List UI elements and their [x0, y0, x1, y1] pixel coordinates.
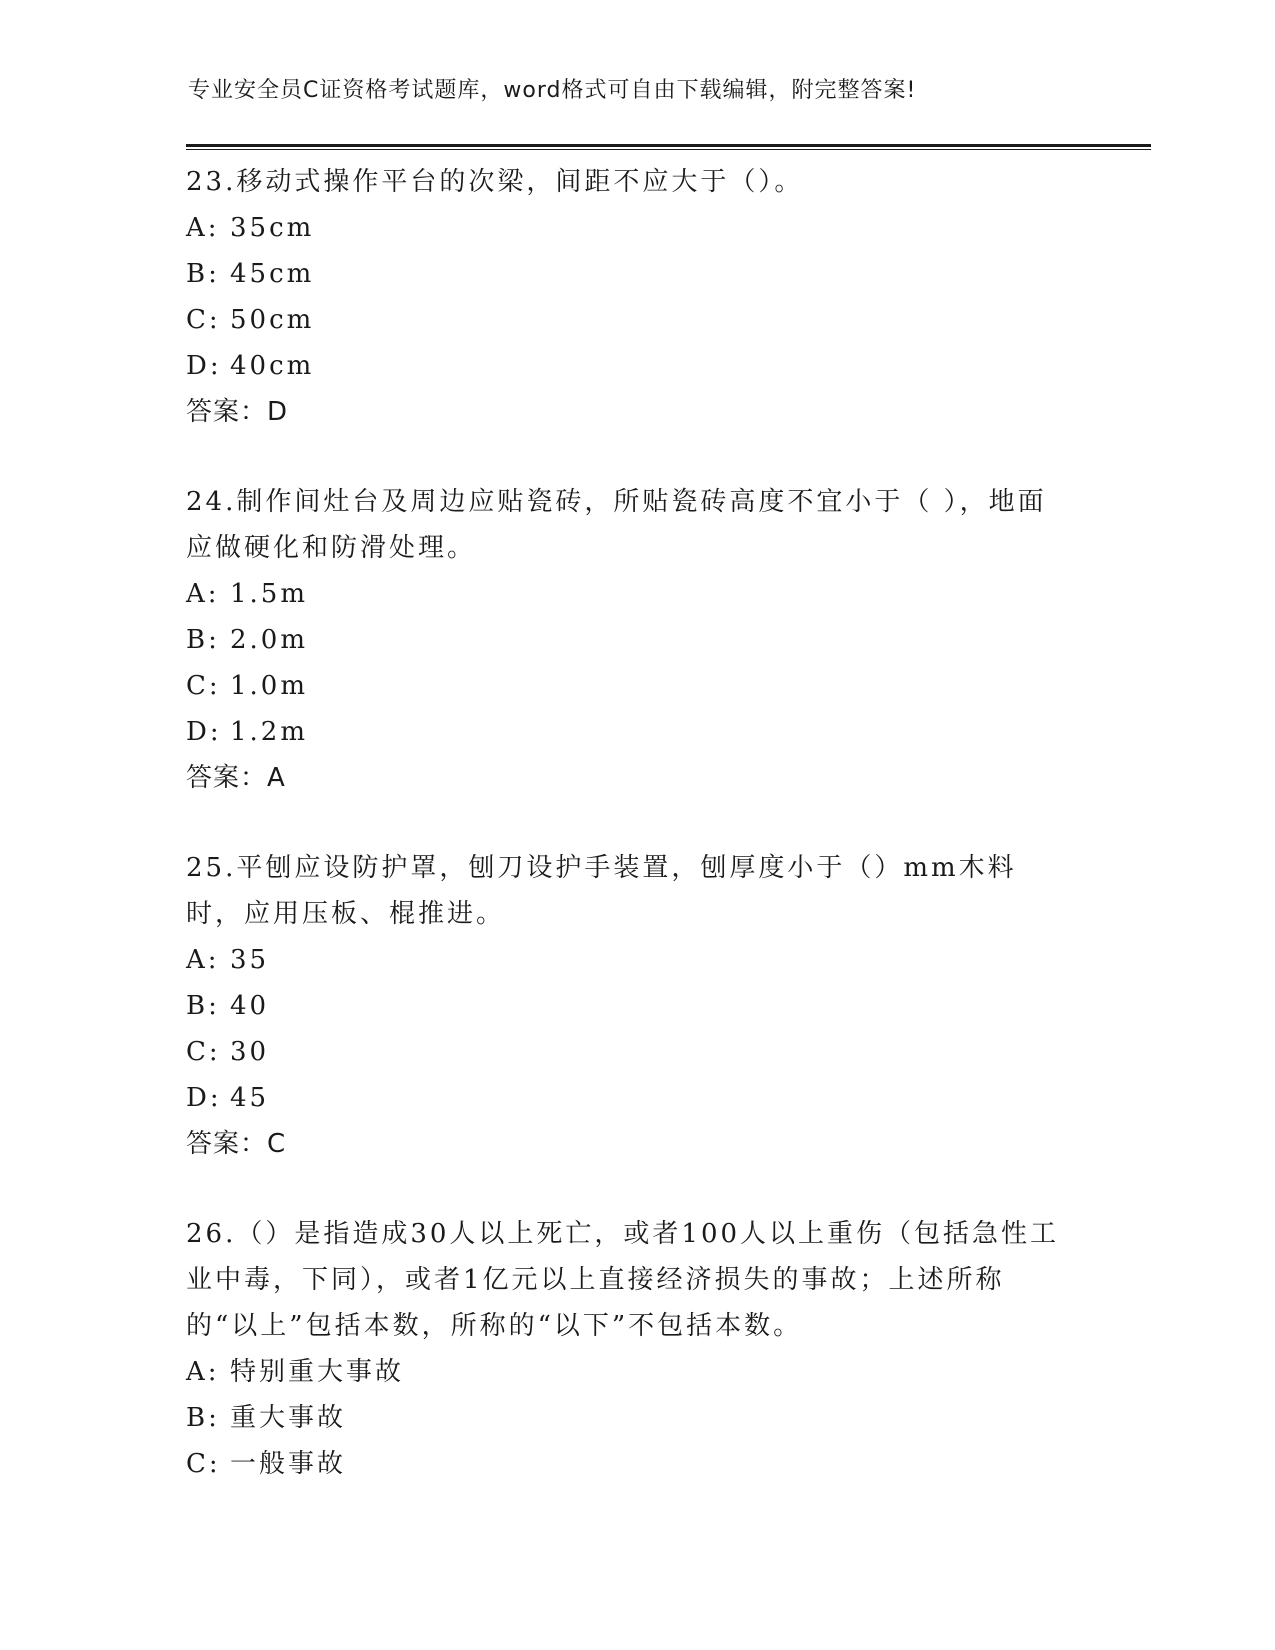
option-a [186, 1349, 1086, 1395]
option-text: 一般事故 [230, 1449, 347, 1479]
header-divider [186, 144, 1151, 150]
option-text: 特别重大事故 [230, 1357, 405, 1387]
option-label: D: [186, 351, 222, 381]
answer-line: 答案：D [186, 397, 289, 427]
option-label: A: [186, 945, 220, 975]
option-c [186, 297, 1086, 343]
option-label: A: [186, 579, 220, 609]
option-label: A: [186, 213, 220, 243]
option-d [186, 1075, 1086, 1121]
option-b [186, 617, 1086, 663]
option-text: 45cm [230, 259, 315, 289]
option-label: B: [186, 991, 220, 1021]
option-text: 35 [230, 945, 270, 975]
option-label: B: [186, 1403, 220, 1433]
option-b [186, 251, 1086, 297]
option-d [186, 709, 1086, 755]
option-c [186, 1441, 1086, 1487]
question-text: 23.移动式操作平台的次梁，间距不应大于（）。 [186, 167, 804, 197]
option-label: C: [186, 1449, 221, 1479]
option-label: C: [186, 1037, 221, 1067]
option-text: 1.0m [230, 671, 309, 701]
option-text: 30 [230, 1037, 270, 1067]
question-list [186, 159, 1086, 1531]
question-25 [186, 845, 1086, 1167]
option-a [186, 205, 1086, 251]
option-label: C: [186, 305, 221, 335]
answer-line: 答案：C [186, 1129, 287, 1159]
question-26 [186, 1211, 1086, 1487]
option-label: B: [186, 625, 220, 655]
question-text: 25.平刨应设防护罩，刨刀设护手装置，刨厚度小于（）mm木料时，应用压板、棍推进。 [186, 853, 1017, 929]
option-text: 50cm [230, 305, 315, 335]
option-label: B: [186, 259, 220, 289]
option-b [186, 1395, 1086, 1441]
option-label: D: [186, 717, 222, 747]
option-text: 1.5m [230, 579, 309, 609]
option-text: 40 [230, 991, 270, 1021]
option-text: 45 [230, 1083, 270, 1113]
option-b [186, 983, 1086, 1029]
question-23 [186, 159, 1086, 435]
page-header: 专业安全员C证资格考试题库，word格式可自由下载编辑，附完整答案! [188, 78, 917, 103]
option-a [186, 571, 1086, 617]
option-d [186, 343, 1086, 389]
question-text: 24.制作间灶台及周边应贴瓷砖，所贴瓷砖高度不宜小于（ ），地面应做硬化和防滑处理。 [186, 487, 1047, 563]
option-text: 40cm [230, 351, 315, 381]
option-c [186, 1029, 1086, 1075]
question-text: 26.（）是指造成30人以上死亡，或者100人以上重伤（包括急性工业中毒，下同），或者1亿元以上直接经济损失的事故；上述所称的“以上”包括本数，所称的“以下”不包括本数。 [186, 1219, 1060, 1341]
option-label: D: [186, 1083, 222, 1113]
option-text: 重大事故 [230, 1403, 347, 1433]
option-text: 2.0m [230, 625, 309, 655]
option-a [186, 937, 1086, 983]
answer-line: 答案：A [186, 763, 286, 793]
question-24 [186, 479, 1086, 801]
option-c [186, 663, 1086, 709]
option-text: 1.2m [230, 717, 309, 747]
option-label: A: [186, 1357, 220, 1387]
option-text: 35cm [230, 213, 315, 243]
option-label: C: [186, 671, 221, 701]
